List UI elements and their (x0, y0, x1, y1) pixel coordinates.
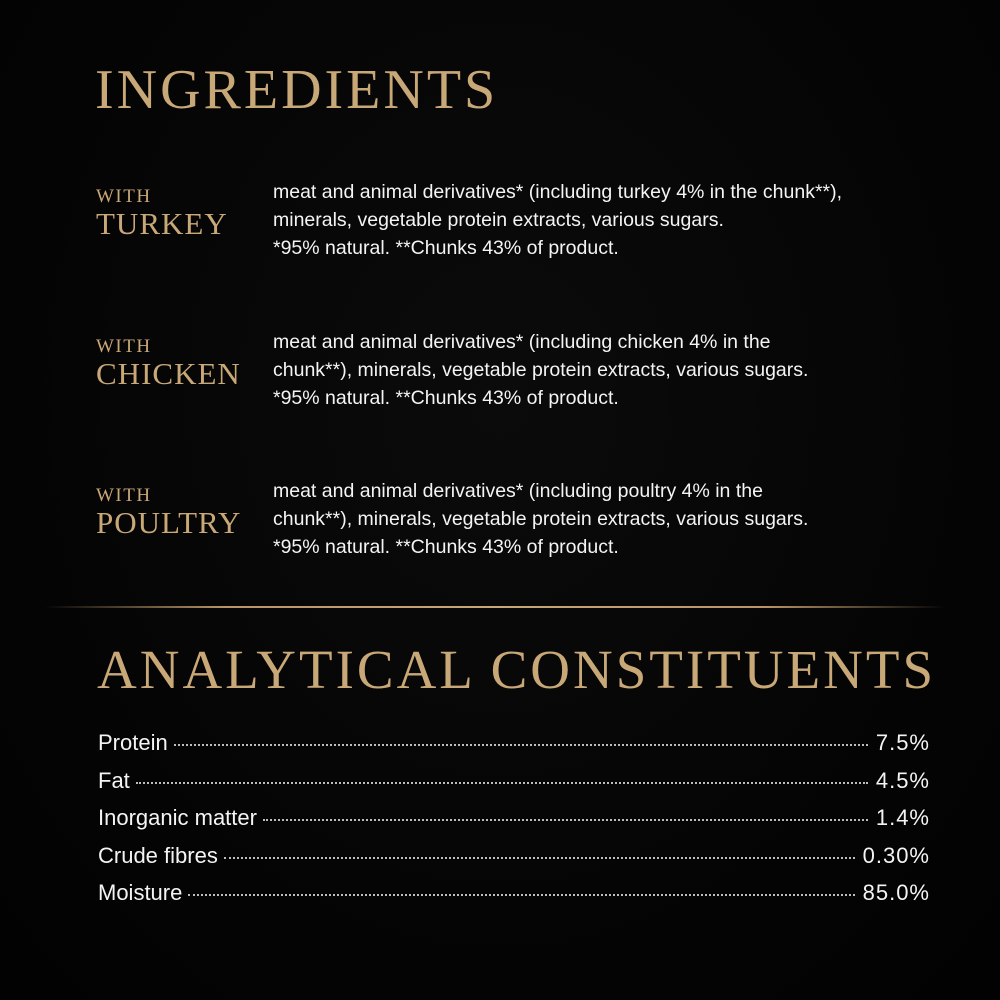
ingredients-line: meat and animal derivatives* (including turkey 4% in the chunk**), (273, 181, 843, 203)
ingredients-line: meat and animal derivatives* (including chicken 4% in the (273, 331, 771, 353)
constituent-value: 1.4% (875, 805, 930, 830)
analytical-heading: ANALYTICAL CONSTITUENTS (97, 639, 937, 700)
constituent-value: 0.30% (862, 842, 930, 868)
variant-ingredients-text (273, 178, 973, 262)
constituent-value: 4.5% (875, 767, 930, 793)
variant-ingredients-text (273, 477, 973, 561)
constituent-name: Fat (98, 767, 130, 793)
variant-name: TURKEY (96, 206, 228, 241)
variant-turkey (96, 178, 976, 268)
dot-leader (224, 857, 855, 859)
ingredients-line: *95% natural. **Chunks 43% of product. (273, 237, 619, 259)
section-divider (45, 606, 945, 608)
constituent-row (98, 768, 930, 806)
variant-label (96, 485, 266, 539)
constituent-row (98, 843, 930, 881)
constituent-value: 7.5% (875, 730, 930, 755)
ingredients-line: *95% natural. **Chunks 43% of product. (273, 536, 619, 558)
variant-poultry (96, 477, 976, 567)
variant-name: POULTRY (96, 505, 242, 540)
ingredients-line: meat and animal derivatives* (including poultry 4% in the (273, 480, 763, 502)
ingredients-line: chunk**), minerals, vegetable protein extracts, various sugars. (273, 508, 809, 530)
constituent-name: Inorganic matter (98, 805, 257, 830)
constituent-row (98, 805, 930, 843)
variant-label (96, 336, 266, 390)
variant-label (96, 186, 266, 240)
ingredients-line: chunk**), minerals, vegetable protein extracts, various sugars. (273, 359, 809, 381)
variant-chicken (96, 328, 976, 418)
ingredients-line: minerals, vegetable protein extracts, various sugars. (273, 209, 724, 231)
variant-with-label: WITH (96, 485, 152, 506)
constituent-name: Protein (98, 730, 168, 755)
variant-with-label: WITH (96, 336, 152, 357)
ingredients-line: *95% natural. **Chunks 43% of product. (273, 387, 619, 409)
variant-ingredients-text (273, 328, 973, 412)
ingredients-heading: INGREDIENTS (95, 59, 499, 121)
constituent-name: Moisture (98, 880, 183, 905)
dot-leader (174, 744, 868, 746)
dot-leader (136, 782, 868, 784)
constituents-table (98, 730, 930, 918)
constituent-name: Crude fibres (98, 842, 218, 868)
dot-leader (263, 819, 868, 821)
dot-leader (188, 894, 854, 896)
variant-with-label: WITH (96, 186, 152, 207)
constituent-row (98, 730, 930, 768)
variant-name: CHICKEN (96, 356, 241, 391)
constituent-value: 85.0% (862, 880, 930, 905)
constituent-row (98, 880, 930, 918)
